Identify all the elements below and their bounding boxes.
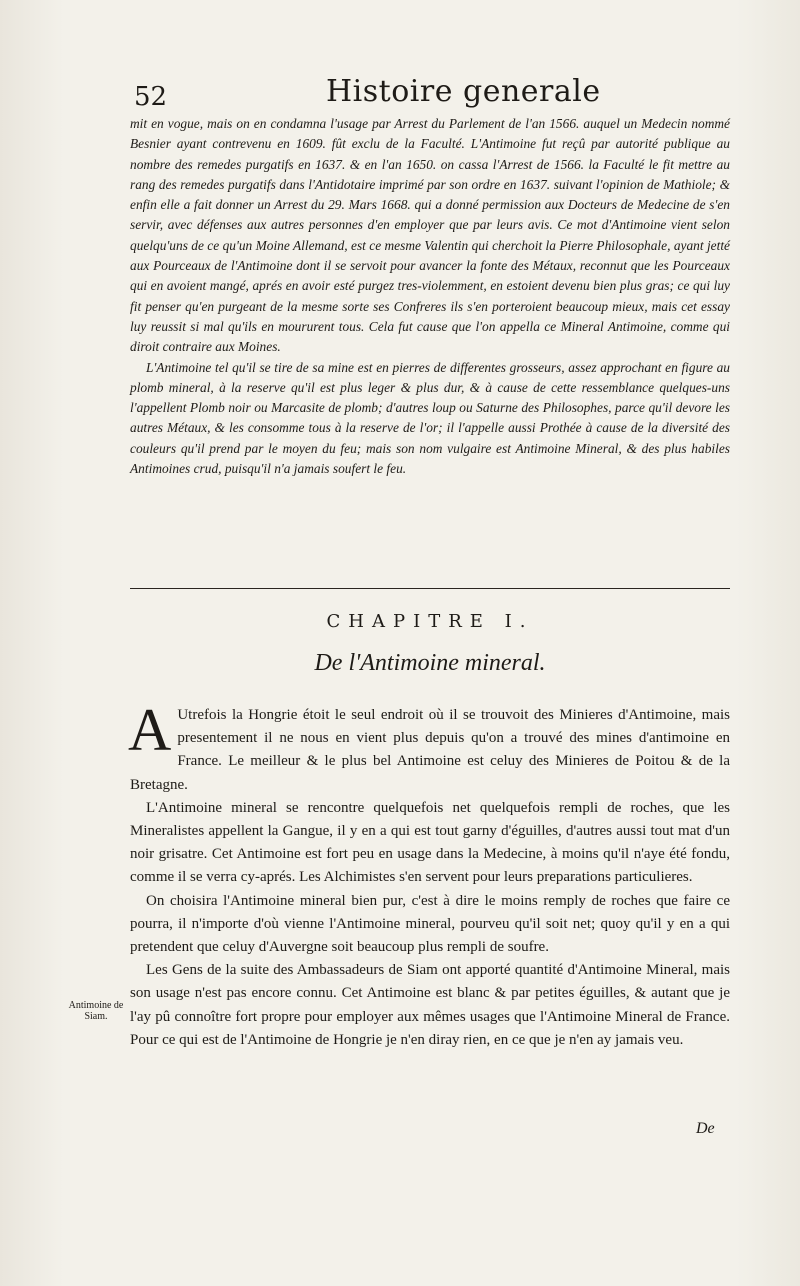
- italic-text-block: [130, 114, 730, 479]
- drop-cap: A: [128, 697, 172, 763]
- italic-paragraph-1: mit en vogue, mais on en condamna l'usage par Arrest du Parlement de l'an 1566. auquel un Medecin nommé Besnier ayant contrevenu en 1609. fût exclu de la Faculté. L'Antimoine fut reçû par autorité publique au nombre des remedes purgatifs en 1637. & en l'an 1650. on cassa l'Arrest de 1566. la Faculté le fit mettre au rang des remedes purgatifs dans l'Antidotaire imprimé par son ordre en 1637. suivant l'opinion de Mathiole; & enfin elle a fait donner un Arrest du 29. Mars 1668. qui a donné permission aux Docteurs de Medecine de s'en servir, avec défenses aux autres personnes d'en employer que par leurs avis. Ce mot d'Antimoine vient selon quelqu'uns de ce qu'un Moine Allemand, est ce mesme Valentin qui cherchoit la Pierre Philosophale, ayant jetté aux Pourceaux de l'Antimoine dont il se servoit pour avancer la fonte des Métaux, reconnut que les Pourceaux qui en avoient mangé, aprés en avoir esté purgez tres-violemment, en estoient devenu bien plus gras; ce qui luy fit penser qu'en purgeant de la mesme sorte ses Confreres ils s'en porteroient beaucoup mieux, mais cet essay luy reussit si mal qu'ils en moururent tous. Cela fut cause que l'on appella ce Mineral Antimoine, comme qui diroit contraire aux Moines.: [130, 116, 730, 355]
- page-number: 52: [134, 82, 168, 112]
- roman-paragraph-4: Les Gens de la suite des Ambassadeurs de Siam ont apporté quantité d'Antimoine Mineral, mais son usage n'est pas encore connu. Cet Antimoine est blanc & par petites éguilles, & autant que je l'ay pû connoître fort propre pour employer aux mêmes usages que l'Antimoine Mineral de France. Pour ce qui est de l'Antimoine de Hongrie je n'en diray rien, en ce que je n'en ay jamais veu.: [130, 962, 730, 1048]
- section-rule: [130, 588, 730, 589]
- italic-paragraph-2: L'Antimoine tel qu'il se tire de sa mine est en pierres de differentes grosseurs, assez approchant en figure au plomb mineral, à la reserve qu'il est plus leger & plus dur, & à cause de cette ressemblance quelques-uns l'appellent Plomb noir ou Marcasite de plomb; d'autres loup ou Saturne des Philosophes, parce qu'il devore les autres Métaux, & les consomme tous à la reserve de l'or; il l'appelle aussi Prothée à cause de la diversité des couleurs qu'il prend par le moyen du feu; mais son nom vulgaire est Antimoine Mineral, & des plus habiles Antimoines crud, puisqu'il n'a jamais soufert le feu.: [130, 359, 730, 477]
- roman-paragraph-2: L'Antimoine mineral se rencontre quelquefois net quelquefois rempli de roches, que les Mineralistes appellent la Gangue, il y en a qui est tout garny d'éguilles, d'autres aussi tout mat d'un noir grisatre. Cet Antimoine est fort peu en usage dans la Medecine, à moins qu'il n'aye été fondu, comme il se verra cy-aprés. Les Alchimistes s'en servent pour leurs preparations particulieres.: [130, 799, 730, 886]
- catchword: De: [696, 1120, 715, 1137]
- chapter-title: CHAPITRE I.: [326, 611, 534, 632]
- roman-paragraph-1-text: Utrefois la Hongrie étoit le seul endroit où il se trouvoit des Minieres d'Antimoine, mais presentement il ne nous en vient plus depuis qu'on a trouvé des mines d'antimoine en France. Le meilleur & le plus bel Antimoine est celuy des Minieres de Poitou & de la Bretagne.: [130, 707, 730, 793]
- margin-note: Antimoine de Siam.: [68, 1000, 124, 1022]
- running-head: [130, 74, 730, 114]
- chapter-subtitle: De l'Antimoine mineral.: [314, 650, 546, 676]
- roman-paragraph-3: On choisira l'Antimoine mineral bien pur, c'est à dire le moins remply de roches que faire ce pourra, il n'importe d'où vienne l'Antimoine mineral, pourveu qu'il soit net; quoy qu'il y en a qui pretendent que celuy d'Auvergne soit beaucoup plus rempli de soufre.: [130, 892, 730, 956]
- running-title: Histoire generale: [326, 74, 601, 109]
- roman-text-block: [128, 697, 730, 1052]
- roman-paragraph-1: [128, 697, 730, 797]
